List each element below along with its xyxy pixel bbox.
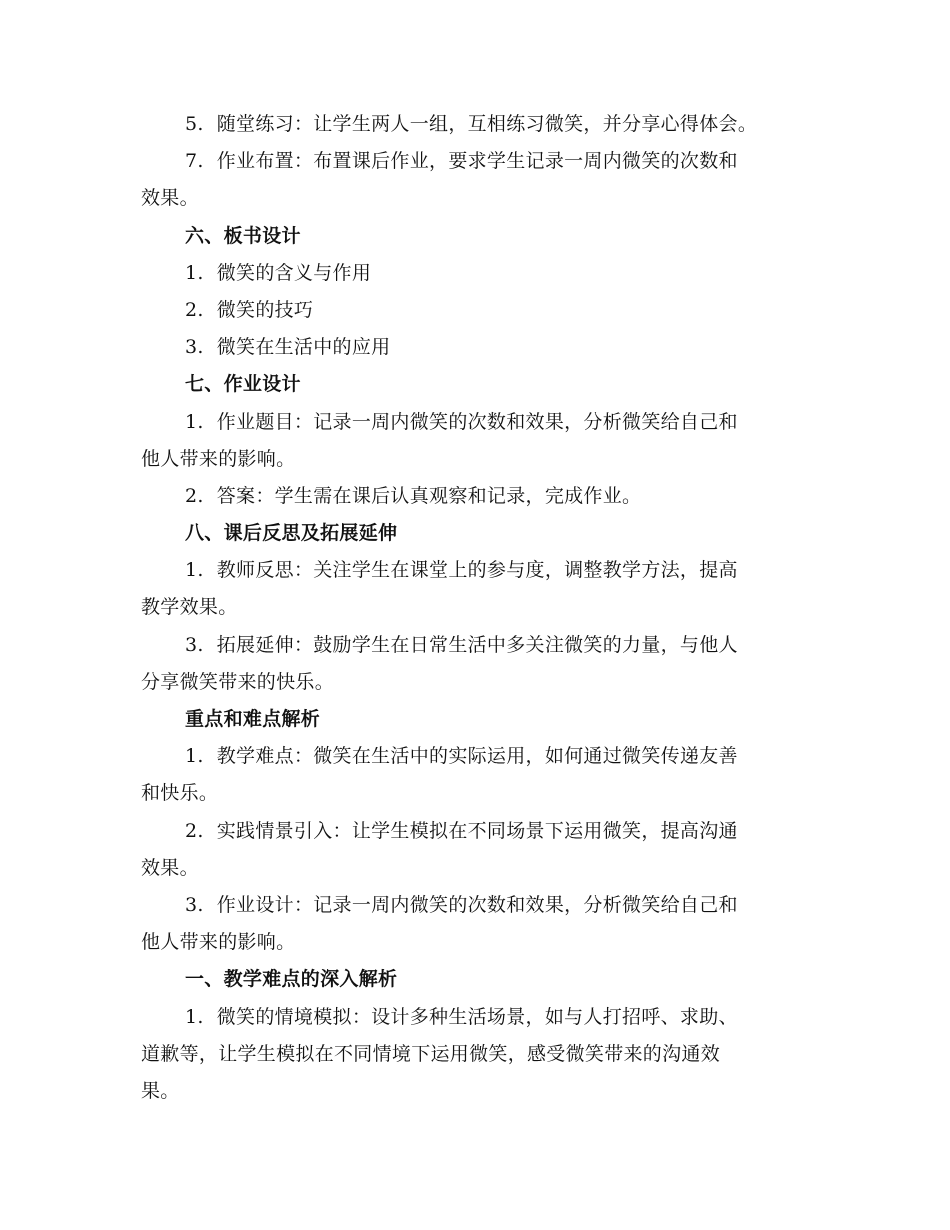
list-item — [141, 404, 809, 441]
list-item-continuation — [141, 180, 809, 217]
list-item-continuation — [141, 1036, 809, 1073]
list-item-text: 效果。 — [141, 187, 199, 210]
list-item-number: 1. — [185, 410, 204, 433]
list-item-number: 1. — [185, 745, 204, 768]
list-item-text: 随堂练习：让学生两人一组，互相练习微笑，并分享心得体会。 — [216, 113, 758, 135]
list-item-text: 微笑在生活中的应用 — [216, 336, 391, 359]
list-item — [141, 887, 809, 924]
list-item-text: 和快乐。 — [141, 782, 219, 805]
list-item-continuation — [141, 664, 809, 701]
section-heading: 七、作业设计 — [185, 373, 301, 396]
list-item-text: 作业布置：布置课后作业，要求学生记录一周内微笑的次数和 — [216, 150, 738, 173]
list-item-text: 道歉等，让学生模拟在不同情境下运用微笑，感受微笑带来的沟通效 — [141, 1042, 721, 1065]
list-item-text: 效果。 — [141, 856, 199, 879]
list-item-continuation — [141, 1073, 809, 1110]
list-item-number: 3. — [185, 893, 204, 916]
list-item — [141, 143, 809, 180]
list-item-text: 作业题目：记录一周内微笑的次数和效果，分析微笑给自己和 — [216, 410, 738, 433]
list-item — [141, 813, 809, 850]
list-item — [141, 478, 809, 515]
list-item — [141, 106, 809, 143]
list-item-continuation — [141, 589, 809, 626]
list-item-text: 微笑的情境模拟：设计多种生活场景，如与人打招呼、求助、 — [216, 1005, 738, 1028]
list-item-text: 微笑的含义与作用 — [216, 261, 372, 284]
list-item-text: 他人带来的影响。 — [141, 447, 296, 470]
document-body — [141, 106, 809, 1110]
list-item-number: 2. — [185, 484, 204, 507]
list-item-number: 2. — [185, 298, 204, 321]
list-item-number: 1. — [185, 261, 204, 284]
list-item-number: 1. — [185, 1005, 204, 1028]
list-item-number: 2. — [185, 819, 204, 842]
list-item-text: 分享微笑带来的快乐。 — [141, 670, 335, 693]
list-item — [141, 738, 809, 775]
list-item-number: 5. — [185, 113, 204, 135]
list-item-text: 微笑的技巧 — [216, 298, 314, 321]
list-item-text: 他人带来的影响。 — [141, 931, 296, 954]
list-item — [141, 255, 809, 292]
list-item — [141, 627, 809, 664]
list-item — [141, 999, 809, 1036]
list-item — [141, 329, 809, 366]
list-item-continuation — [141, 924, 809, 961]
list-item-continuation — [141, 850, 809, 887]
list-item-number: 1. — [185, 559, 204, 582]
list-item-number: 3. — [185, 336, 204, 359]
section-heading: 重点和难点解析 — [185, 708, 321, 730]
list-item-text: 教师反思：关注学生在课堂上的参与度，调整教学方法，提高 — [216, 559, 738, 582]
list-item-text: 实践情景引入：让学生模拟在不同场景下运用微笑，提高沟通 — [216, 819, 738, 842]
section-heading: 六、板书设计 — [185, 224, 301, 247]
list-item-text: 作业设计：记录一周内微笑的次数和效果，分析微笑给自己和 — [216, 893, 738, 916]
list-item-continuation — [141, 775, 809, 812]
section-heading: 八、课后反思及拓展延伸 — [185, 522, 398, 545]
list-item-text: 拓展延伸：鼓励学生在日常生活中多关注微笑的力量，与他人 — [216, 633, 738, 656]
list-item-text: 答案：学生需在课后认真观察和记录，完成作业。 — [216, 484, 642, 507]
list-item — [141, 292, 809, 329]
list-item — [141, 552, 809, 589]
list-item-number: 7. — [185, 150, 204, 173]
list-item-text: 教学效果。 — [141, 596, 238, 619]
list-item-number: 3. — [185, 633, 204, 656]
list-item-text: 果。 — [141, 1079, 180, 1102]
list-item-text: 教学难点：微笑在生活中的实际运用，如何通过微笑传递友善 — [216, 745, 738, 768]
section-heading: 一、教学难点的深入解析 — [185, 968, 398, 991]
list-item-continuation — [141, 441, 809, 478]
